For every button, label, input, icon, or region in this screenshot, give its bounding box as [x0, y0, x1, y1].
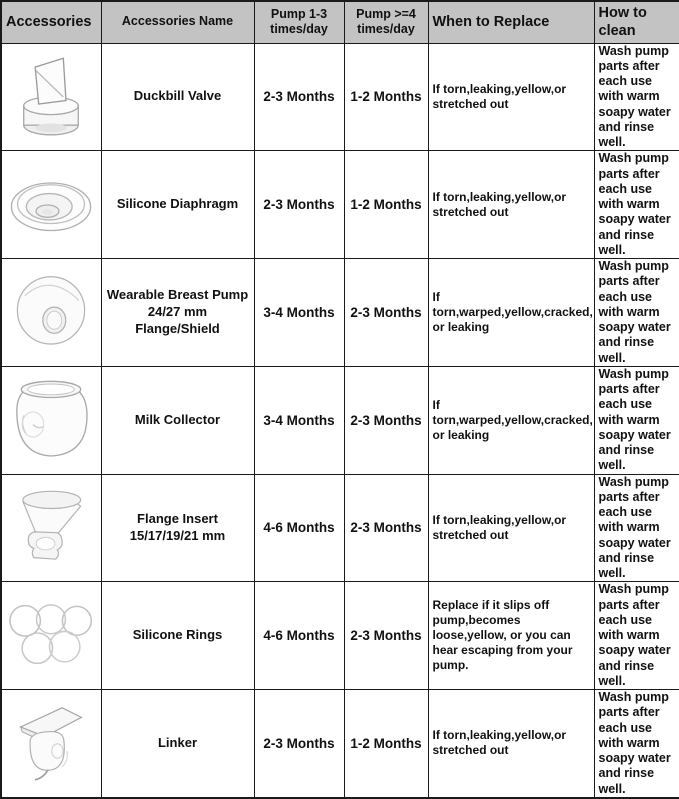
table-row — [1, 259, 679, 367]
accessory-name: Milk Collector — [101, 366, 254, 474]
pump-4plus-value: 2-3 Months — [344, 366, 428, 474]
when-to-replace-text: Replace if it slips off pump,becomes loose,yellow, or you can hear escaping from your pump. — [428, 582, 594, 690]
pump-1-3-value: 2-3 Months — [254, 151, 344, 259]
accessory-image-cell — [1, 690, 101, 798]
how-to-clean-text: Wash pump parts after each use with warm soapy water and rinse well. — [594, 474, 679, 582]
table-row — [1, 582, 679, 690]
table-row — [1, 690, 679, 798]
pump-1-3-value: 2-3 Months — [254, 690, 344, 798]
when-to-replace-text: If torn,warped,yellow,cracked, or leaking — [428, 259, 594, 367]
when-to-replace-text: If torn,leaking,yellow,or stretched out — [428, 690, 594, 798]
col-header-how-to-clean: How to clean — [594, 1, 679, 43]
pump-4plus-value: 1-2 Months — [344, 690, 428, 798]
when-to-replace-text: If torn,leaking,yellow,or stretched out — [428, 43, 594, 151]
how-to-clean-text: Wash pump parts after each use with warm soapy water and rinse well. — [594, 151, 679, 259]
how-to-clean-text: Wash pump parts after each use with warm soapy water and rinse well. — [594, 582, 679, 690]
header-row — [1, 1, 679, 43]
when-to-replace-text: If torn,warped,yellow,cracked, or leaking — [428, 366, 594, 474]
when-to-replace-text: If torn,leaking,yellow,or stretched out — [428, 474, 594, 582]
table-row — [1, 366, 679, 474]
accessory-image-cell — [1, 43, 101, 151]
accessory-image-cell — [1, 582, 101, 690]
pump-1-3-value: 3-4 Months — [254, 366, 344, 474]
table-row — [1, 474, 679, 582]
pump-1-3-value: 2-3 Months — [254, 43, 344, 151]
how-to-clean-text: Wash pump parts after each use with warm soapy water and rinse well. — [594, 259, 679, 367]
pump-1-3-value: 4-6 Months — [254, 474, 344, 582]
how-to-clean-text: Wash pump parts after each use with warm soapy water and rinse well. — [594, 43, 679, 151]
silicone-diaphragm-image — [5, 161, 97, 249]
col-header-accessories: Accessories — [1, 1, 101, 43]
table-row — [1, 151, 679, 259]
accessory-image-cell — [1, 259, 101, 367]
pump-4plus-value: 2-3 Months — [344, 582, 428, 690]
milk-collector-image — [6, 375, 96, 465]
col-header-accessories-name: Accessories Name — [101, 1, 254, 43]
accessory-name: Linker — [101, 690, 254, 798]
when-to-replace-text: If torn,leaking,yellow,or stretched out — [428, 151, 594, 259]
accessory-name: Duckbill Valve — [101, 43, 254, 151]
accessory-image-cell — [1, 366, 101, 474]
accessory-name: Wearable Breast Pump 24/27 mm Flange/Shield — [101, 259, 254, 367]
pump-4plus-value: 1-2 Months — [344, 43, 428, 151]
accessory-name: Silicone Diaphragm — [101, 151, 254, 259]
accessory-image-cell — [1, 151, 101, 259]
table-header — [1, 1, 679, 43]
accessory-name: Flange Insert 15/17/19/21 mm — [101, 474, 254, 582]
pump-1-3-value: 3-4 Months — [254, 259, 344, 367]
accessory-image-cell — [1, 474, 101, 582]
table-row — [1, 43, 679, 151]
pump-4plus-value: 2-3 Months — [344, 259, 428, 367]
pump-1-3-value: 4-6 Months — [254, 582, 344, 690]
pump-4plus-value: 1-2 Months — [344, 151, 428, 259]
col-header-when-to-replace: When to Replace — [428, 1, 594, 43]
col-header-pump-1-3: Pump 1-3 times/day — [254, 1, 344, 43]
accessory-name: Silicone Rings — [101, 582, 254, 690]
col-header-pump-4plus: Pump >=4 times/day — [344, 1, 428, 43]
flange-insert-image — [11, 489, 91, 567]
silicone-rings-image — [5, 598, 97, 674]
how-to-clean-text: Wash pump parts after each use with warm soapy water and rinse well. — [594, 690, 679, 798]
linker-image — [9, 703, 93, 783]
flange-shield-image — [10, 270, 92, 354]
duckbill-valve-image — [7, 53, 95, 141]
how-to-clean-text: Wash pump parts after each use with warm soapy water and rinse well. — [594, 366, 679, 474]
pump-4plus-value: 2-3 Months — [344, 474, 428, 582]
